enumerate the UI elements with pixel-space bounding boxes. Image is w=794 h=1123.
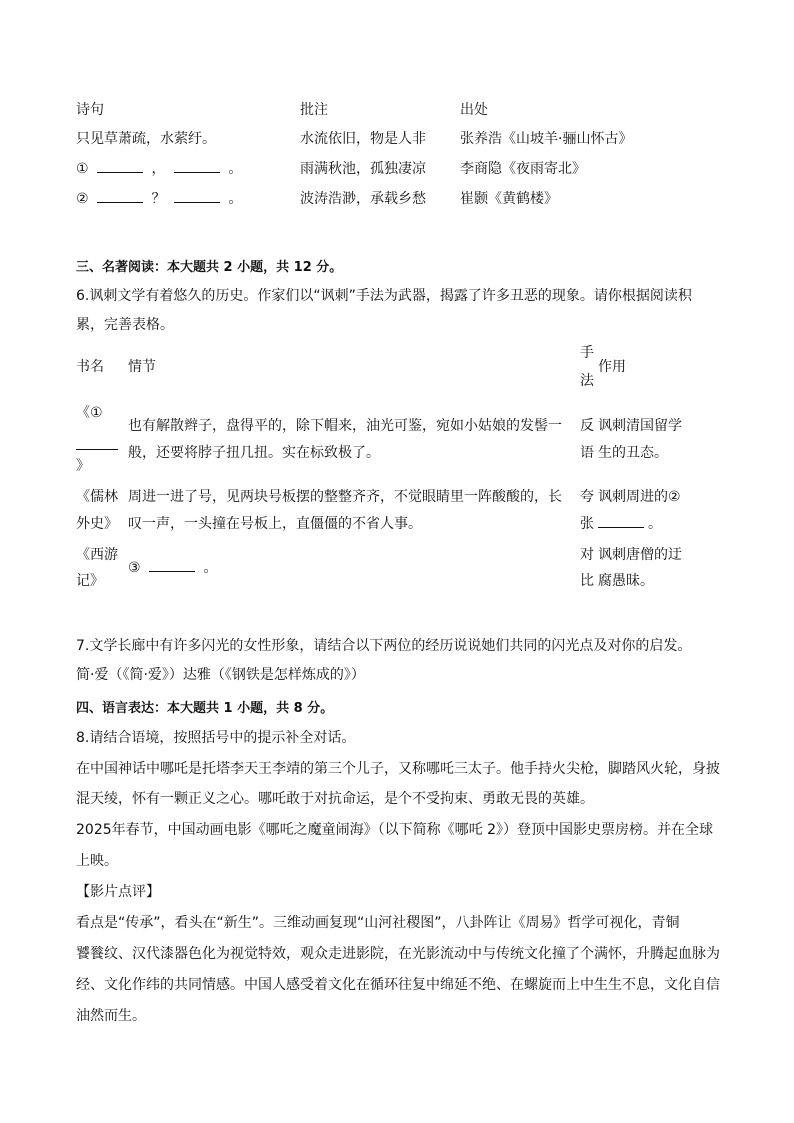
- q6-header-plot: 情节: [128, 359, 156, 375]
- poem-row3-prefix: ②: [76, 191, 89, 207]
- q8-review-title: 【影片点评】: [76, 884, 160, 900]
- q6-row2-effect-end: 。: [648, 516, 662, 532]
- poem-row3-verse: [76, 188, 242, 208]
- q6-header-tech-2: 法: [580, 373, 594, 389]
- q8-p3-line2: 饕餮纹、汉代漆器色化为视觉特效，观众走进影院，在光影流动中与传统文化撞了个满怀，升腾起血脉为: [76, 946, 720, 962]
- q6-row2-effect-2: [598, 513, 662, 533]
- q6-row3-plot: [128, 557, 217, 577]
- q6-row1-book-open: 《①: [76, 405, 103, 421]
- q8-p3-line3: 经、文化作纬的共同情感。中国人感受着文化在循环往复中绵延不绝、在螺旋而上中生生不息，文化自信: [76, 977, 720, 993]
- q6-row1-book-blank[interactable]: [76, 438, 118, 454]
- blank-line[interactable]: [76, 448, 118, 450]
- poem-row1-verse: 只见草萧疏，水萦纡。: [76, 131, 216, 147]
- q6-row2-plot-2: 叹一声，一头撞在号板上，直僵僵的不省人事。: [128, 516, 422, 532]
- q6-row3-plot-prefix: ③: [128, 560, 141, 576]
- q8-p2-line2: 上映。: [76, 853, 118, 869]
- section4-heading-a: 四、语言表达：本大题共: [76, 701, 220, 716]
- blank-line[interactable]: [174, 159, 220, 173]
- q6-row2-tech-2: 张: [580, 516, 594, 532]
- q6-row1-effect-1: 讽刺清国留学: [598, 418, 682, 434]
- poem-header-source: 出处: [460, 102, 488, 118]
- q6-row2-effect-1: 讽刺周进的②: [598, 489, 681, 505]
- q6-row3-tech-1: 对: [580, 547, 594, 563]
- q6-row2-book-2: 外史》: [76, 516, 118, 532]
- blank-line[interactable]: [149, 558, 195, 572]
- q6-row2-book-1: 《儒林: [76, 489, 118, 505]
- q7-line2: 简·爱（《简·爱》）达雅（《钢铁是怎样炼成的》）: [76, 667, 365, 683]
- poem-row3-source: 崔颢《黄鹤楼》: [460, 191, 558, 207]
- q6-row1-tech-1: 反: [580, 418, 594, 434]
- section3-score: 12: [293, 260, 312, 275]
- q6-row1-plot-2: 般，还要将脖子扭几扭。实在标致极了。: [128, 445, 380, 461]
- q6-row2-tech-1: 夸: [580, 489, 594, 505]
- section3-heading-a: 三、名著阅读：本大题共: [76, 260, 220, 275]
- section4-heading: [76, 697, 333, 716]
- q8-p2-line1: 2025年春节，中国动画电影《哪吒之魔童闹海》（以下简称《哪吒 2》）登顶中国影史票房榜。并在全球: [76, 822, 713, 838]
- q8-p1-line2: 混天绫，怀有一颗正义之心。哪吒敢于对抗命运，是个不受拘束、勇敢无畏的英雄。: [76, 791, 594, 807]
- q6-row3-tech-2: 比: [580, 573, 594, 589]
- q6-line1: 6.讽刺文学有着悠久的历史。作家们以“讽刺”手法为武器，揭露了许多丑恶的现象。请你根据阅读积: [76, 288, 692, 304]
- q6-row2-plot-1: 周进一进了号，见两块号板摆的整整齐齐，不觉眼睛里一阵酸酸的，长: [128, 489, 562, 505]
- poem-row2-verse: [76, 158, 242, 178]
- section4-heading-b: 小题，共: [237, 701, 290, 716]
- q6-header-effect: 作用: [598, 359, 626, 375]
- q6-row3-book-1: 《西游: [76, 547, 118, 563]
- q6-row3-plot-end: 。: [203, 560, 218, 576]
- section3-heading: [76, 256, 342, 275]
- blank-line[interactable]: [97, 189, 143, 203]
- q8-p3-line1: 看点是“传承”，看头在“新生”。三维动画复现“山河社稷图”，八卦阵让《周易》哲学可视化，青铜: [76, 915, 680, 931]
- q6-line2: 累，完善表格。: [76, 317, 174, 333]
- poem-row3-note: 波涛浩渺，承载乡愁: [300, 191, 426, 207]
- q8-line1: 8.请结合语境，按照括号中的提示补全对话。: [76, 730, 356, 746]
- q6-row1-book-close: 》: [76, 458, 90, 474]
- q6-row1-plot-1: 也有解散辫子，盘得平的，除下帽来，油光可鉴，宛如小姑娘的发髻一: [128, 418, 562, 434]
- poem-row1-source: 张养浩《山坡羊·骊山怀古》: [460, 131, 633, 147]
- poem-row3-sep: ？: [151, 191, 166, 207]
- poem-row2-note: 雨满秋池，孤独凄凉: [300, 161, 426, 177]
- q7-line1: 7.文学长廊中有许多闪光的女性形象，请结合以下两位的经历说说她们共同的闪光点及对你的启发。: [76, 638, 692, 654]
- poem-row2-prefix: ①: [76, 161, 89, 177]
- poem-row2-source: 李商隐《夜雨寄北》: [460, 161, 586, 177]
- section4-heading-c: 分。: [307, 701, 334, 716]
- q6-row1-tech-2: 语: [580, 445, 594, 461]
- poem-row2-sep: ，: [151, 161, 166, 177]
- q6-header-book: 书名: [76, 359, 104, 375]
- section4-count: 1: [223, 701, 233, 716]
- poem-row1-note: 水流依旧，物是人非: [300, 131, 426, 147]
- poem-row3-end: 。: [228, 191, 243, 207]
- q6-header-tech-1: 手: [580, 345, 594, 361]
- section3-heading-c: 分。: [316, 260, 343, 275]
- poem-header-verse: 诗句: [76, 102, 104, 118]
- section3-count: 2: [223, 260, 233, 275]
- q6-row3-effect-1: 讽刺唐僧的迂: [598, 547, 682, 563]
- q6-row3-book-2: 记》: [76, 573, 104, 589]
- blank-line[interactable]: [174, 189, 220, 203]
- poem-row2-end: 。: [228, 161, 243, 177]
- q6-row1-effect-2: 生的丑态。: [598, 445, 668, 461]
- q6-row3-effect-2: 腐愚昧。: [598, 573, 654, 589]
- blank-line[interactable]: [598, 514, 644, 528]
- poem-header-note: 批注: [300, 102, 328, 118]
- blank-line[interactable]: [97, 159, 143, 173]
- q8-p1-line1: 在中国神话中哪吒是托塔李天王李靖的第三个儿子，又称哪吒三太子。他手持火尖枪，脚踏风火轮，身披: [76, 761, 720, 777]
- q8-p3-line4: 油然而生。: [76, 1008, 146, 1024]
- section4-score: 8: [293, 701, 303, 716]
- section3-heading-b: 小题，共: [237, 260, 290, 275]
